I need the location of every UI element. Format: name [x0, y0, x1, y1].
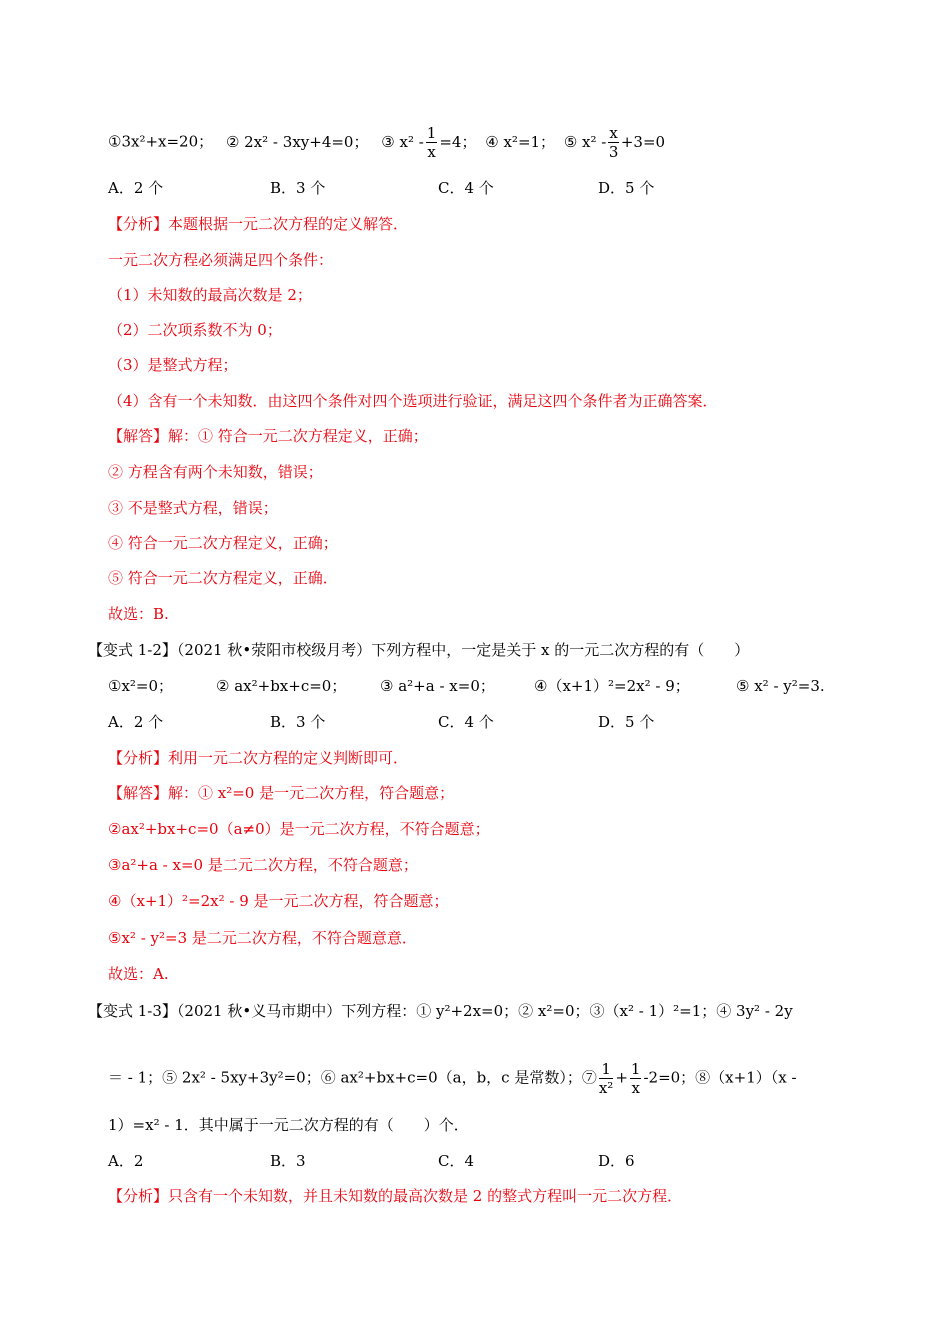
q1-analysis-line: （2）二次项系数不为 0； [108, 321, 282, 339]
q1-eq1: ①3x²+x=20； [108, 132, 214, 151]
option-b: B．3 [270, 1152, 306, 1170]
q1-eq3: ③ x² - $\frac{1}{x}$ =4； [381, 124, 477, 161]
option-d: D．5 个 [598, 179, 655, 197]
q1-eq5: ⑤ x² - $\frac{x}{3}$ +3=0 [563, 124, 666, 161]
q1-eq2: ② 2x² - 3xy+4=0； [225, 132, 369, 151]
q2-eq4: ④（x+1）²=2x² - 9； [534, 677, 690, 695]
option-d: D．5 个 [598, 713, 655, 731]
option-a: A．2 [108, 1152, 144, 1170]
option-c: C．4 [438, 1152, 475, 1170]
q1-analysis-line: 【分析】本题根据一元二次方程的定义解答． [108, 215, 409, 233]
q1-analysis-line: ③ 不是整式方程，错误； [108, 499, 278, 517]
fraction: $\frac{x}{3}$ [608, 124, 619, 161]
q2-eq2: ② ax²+bx+c=0； [216, 677, 347, 695]
option-b: B．3 个 [270, 713, 326, 731]
q2-answer: 故选：A. [108, 965, 169, 983]
q1-equations [108, 124, 890, 161]
q2-analysis-line: ④（x+1）²=2x² - 9 是一元二次方程，符合题意； [108, 892, 449, 910]
q1-analysis-line: （1）未知数的最高次数是 2； [108, 286, 312, 304]
q2-analysis-line: ②ax²+bx+c=0（a≠0）是一元二次方程，不符合题意； [108, 820, 490, 838]
q2-eq3: ③ a²+a - x=0； [380, 677, 495, 695]
option-a: A．2 个 [108, 179, 164, 197]
q1-eq4: ④ x²=1； [485, 132, 556, 151]
q3-line1: 【变式 1-3】（2021 秋•义马市期中）下列方程：① y²+2x=0；② x²=0；③（x² - 1）²=1；④ 3y² - 2y [88, 1002, 793, 1020]
q2-analysis-line: 【解答】解：① x²=0 是一元二次方程，符合题意； [108, 784, 455, 802]
q3-analysis: 【分析】只含有一个未知数，并且未知数的最高次数是 2 的整式方程叫一元二次方程． [108, 1187, 683, 1205]
option-a: A．2 个 [108, 713, 164, 731]
q2-analysis-line: 【分析】利用一元二次方程的定义判断即可． [108, 749, 409, 767]
q1-analysis-line: （3）是整式方程； [108, 356, 238, 374]
q2-analysis-line: ⑤x² - y²=3 是二元二次方程，不符合题意意． [108, 929, 417, 947]
option-b: B．3 个 [270, 179, 326, 197]
option-d: D．6 [598, 1152, 635, 1170]
q1-analysis-line: ⑤ 符合一元二次方程定义，正确． [108, 569, 338, 587]
q1-analysis-line: （4）含有一个未知数．由这四个条件对四个选项进行验证，满足这四个条件者为正确答案． [108, 392, 718, 410]
q1-analysis-line: 一元二次方程必须满足四个条件： [108, 251, 334, 269]
fraction: $\frac{1}{x}$ [426, 124, 437, 161]
fraction: $\frac{1}{\text{x²}}$ [598, 1060, 614, 1097]
q3-line3: 1）=x² - 1．其中属于一元二次方程的有（ ）个． [108, 1116, 469, 1134]
q2-analysis-line: ③a²+a - x=0 是二元二次方程，不符合题意； [108, 856, 418, 874]
q1-analysis-line: ④ 符合一元二次方程定义，正确； [108, 534, 338, 552]
q1-answer: 故选：B. [108, 605, 169, 623]
q2-eq5: ⑤ x² - y²=3. [736, 677, 825, 695]
q3-line2: ＝ - 1；⑤ 2x² - 5xy+3y²=0；⑥ ax²+bx+c=0（a，b，c 是常数）；⑦ $\frac{1}{\text{x²}}$ + $\frac{1}{x}$ -2=0；⑧（x+1）（x - [108, 1060, 797, 1097]
q1-analysis-line: 【解答】解：① 符合一元二次方程定义，正确； [108, 427, 428, 445]
fraction: $\frac{1}{x}$ [630, 1060, 641, 1097]
q2-title: 【变式 1-2】（2021 秋•荥阳市校级月考）下列方程中，一定是关于 x 的一元二次方程的有（ ） [88, 641, 750, 659]
q2-eq1: ①x²=0； [108, 677, 174, 695]
option-c: C．4 个 [438, 179, 494, 197]
option-c: C．4 个 [438, 713, 494, 731]
q1-analysis-line: ② 方程含有两个未知数，错误； [108, 463, 323, 481]
